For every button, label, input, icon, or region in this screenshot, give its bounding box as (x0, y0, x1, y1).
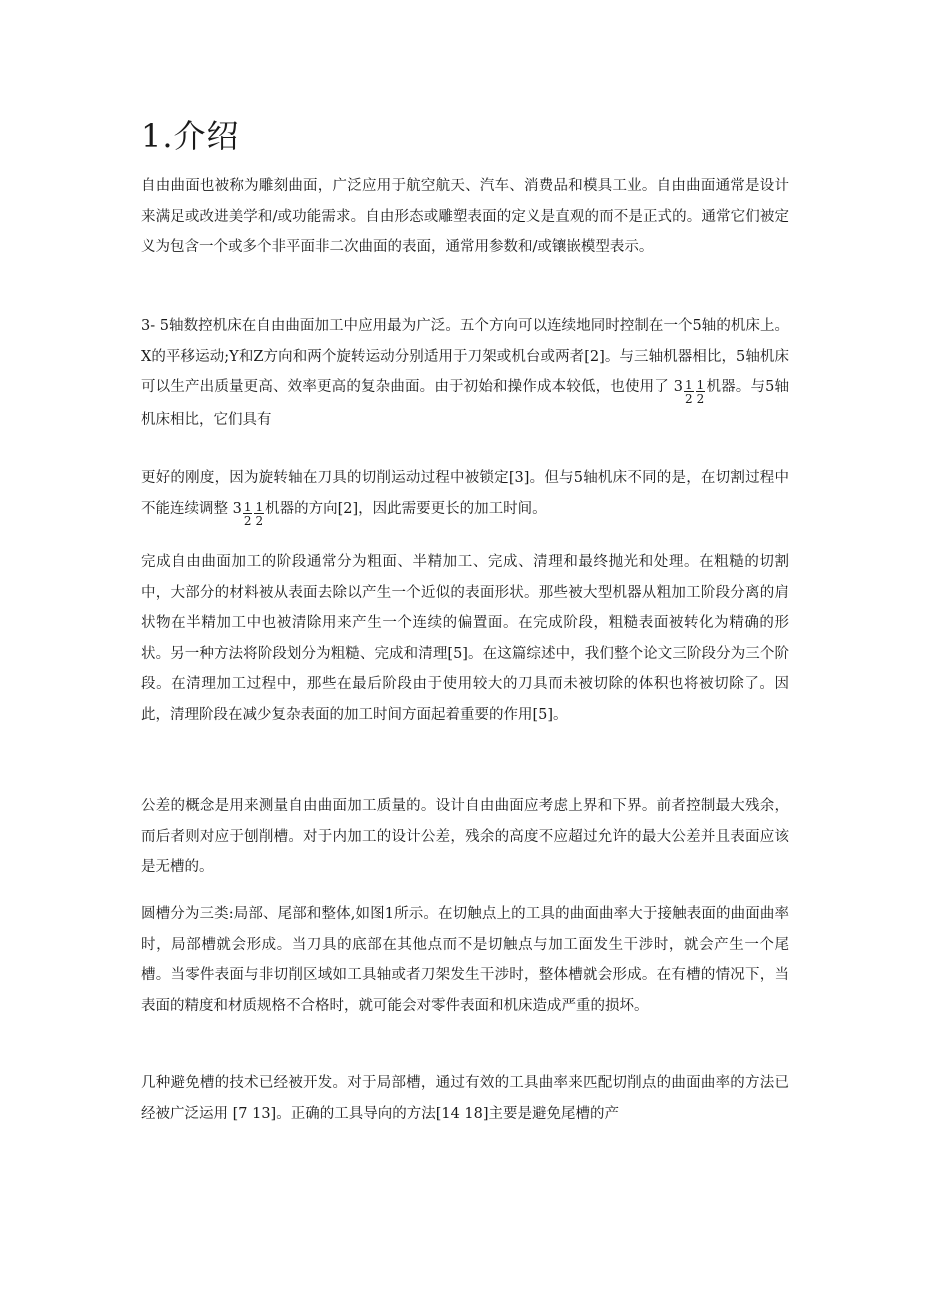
fraction-denominator: 2 (685, 392, 693, 406)
paragraph-machining-stages: 完成自由曲面加工的阶段通常分为粗面、半精加工、完成、清理和最终抛光和处理。在粗糙的切割中，大部分的材料被从表面去除以产生一个近似的表面形状。那些被大型机器从粗加工阶段分离的肩状物在半精加工中也被清除用来产生一个连续的偏置面。在完成阶段，粗糙表面被转化为精确的形状。另一种方法将阶段划分为粗糙、完成和清理[5]。在这篇综述中，我们整个论文三阶段分为三个阶段。在清理加工过程中，那些在最后阶段由于使用较大的刀具而未被切除的体积也将被切除了。因此，清理阶段在减少复杂表面的加工时间方面起着重要的作用[5]。 (141, 554, 789, 723)
fraction-numerator: 1 (255, 499, 264, 514)
number-3: 3 (232, 500, 242, 517)
paragraph-gouge-avoidance: 几种避免槽的技术已经被开发。对于局部槽，通过有效的工具曲率来匹配切削点的曲面曲率的方法已经被广泛运用 [7 13]。正确的工具导向的方法[14 18]主要是避免尾槽的产 (141, 1075, 789, 1122)
fraction-numerator: 1 (243, 499, 252, 514)
fraction (684, 379, 694, 405)
paragraph-text: 更好的刚度，因为旋转轴在刀具的切削运动过程中被锁定[3]。但与5轴机床不同的是，在切割过程中不能连续调整 (141, 470, 789, 517)
fraction-denominator: 2 (243, 513, 252, 528)
fraction-numerator: 1 (685, 378, 693, 392)
fraction-denominator: 2 (255, 513, 264, 528)
fraction-numerator: 1 (696, 378, 705, 392)
paragraph-text: 机器的方向[2]，因此需要更长的加工时间。 (265, 500, 547, 517)
fraction (254, 501, 264, 527)
paragraph-freeform-surfaces: 自由曲面也被称为雕刻曲面，广泛应用于航空航天、汽车、消费品和模具工业。自由曲面通常是设计来满足或改进美学和/或功能需求。自由形态或雕塑表面的定义是直观的而不是正式的。通常它们被定义为包含一个或多个非平面非二次曲面的表面，通常用参数和/或镶嵌模型表示。 (141, 178, 789, 255)
paragraph-tolerance: 公差的概念是用来测量自由曲面加工质量的。设计自由曲面应考虑上界和下界。前者控制最大残余，而后者则对应于刨削槽。对于内加工的设计公差，残余的高度不应超过允许的最大公差并且表面应该是无槽的。 (141, 798, 789, 875)
paragraph-text: 3- 5轴数控机床在自由曲面加工中应用最为广泛。五个方向可以连续地同时控制在一个5轴的机床上。X的平移运动;Y和Z方向和两个旋转运动分别适用于刀架或机台或两者[2]。与三轴机器相比，5轴机床可以生产出质量更高、效率更高的复杂曲面。由于初始和操作成本较低，也使用了 (141, 318, 789, 395)
fraction (243, 501, 253, 527)
fraction (696, 379, 706, 405)
number-3: 3 (673, 379, 683, 395)
paragraph-rigidity (141, 463, 789, 527)
paragraph-gouge-types: 圆槽分为三类:局部、尾部和整体,如图1所示。在切触点上的工具的曲面曲率大于接触表面的曲面曲率时，局部槽就会形成。当刀具的底部在其他点而不是切触点与加工面发生干涉时，就会产生一个尾槽。当零件表面与非切削区域如工具轴或者刀架发生干涉时，整体槽就会形成。在有槽的情况下，当表面的精度和材质规格不合格时，就可能会对零件表面和机床造成严重的损坏。 (141, 906, 789, 1014)
section-heading: 1.介绍 (141, 117, 240, 155)
paragraph-cnc-machines (141, 311, 789, 436)
fraction-denominator: 2 (696, 392, 705, 406)
paragraph-text: 机器。与5轴机床相比，它们具有 (141, 379, 790, 428)
